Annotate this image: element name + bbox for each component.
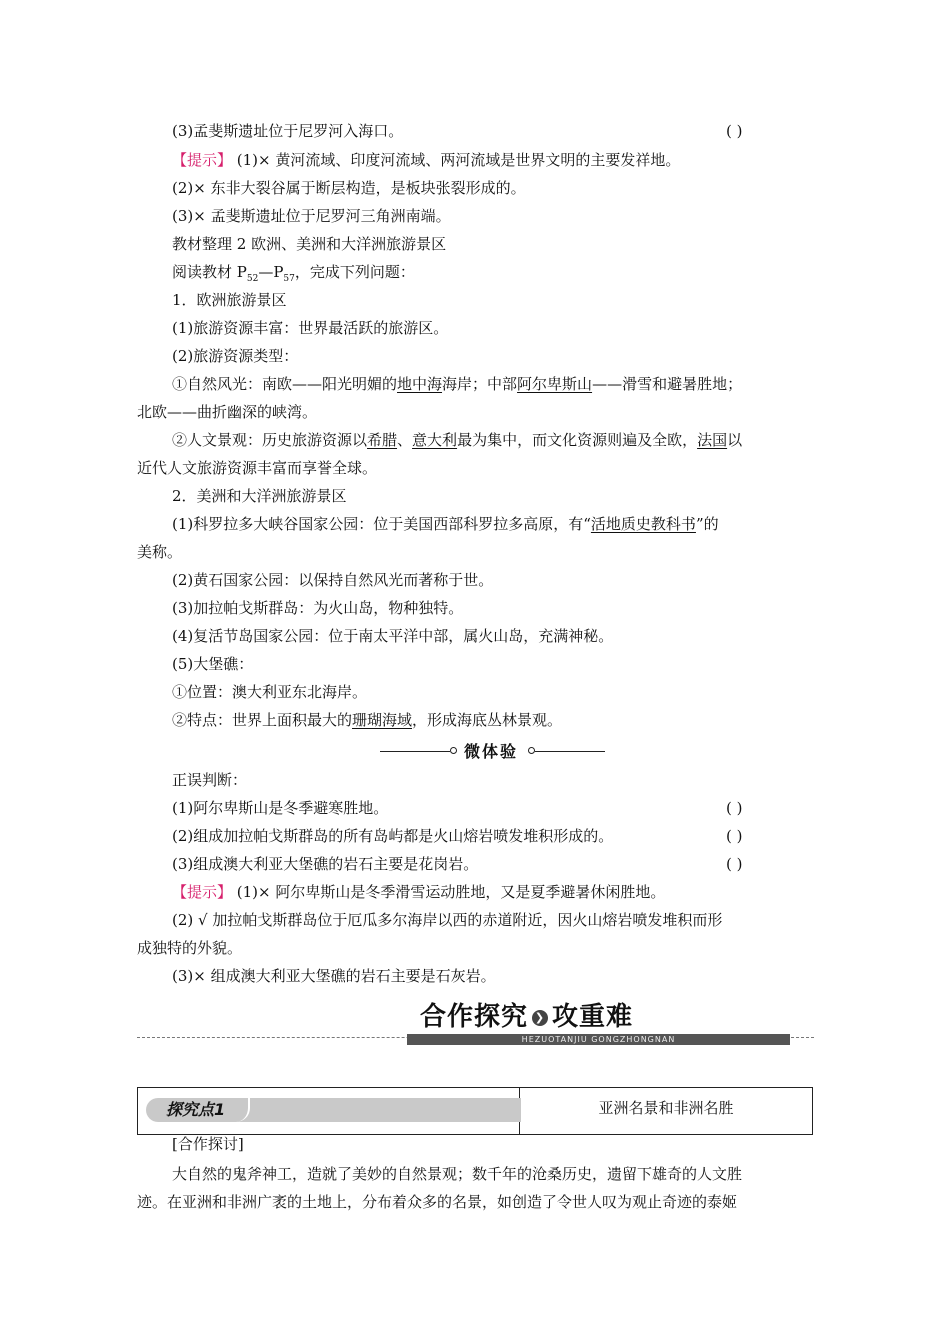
read-post: ，完成下列问题： <box>294 263 415 281</box>
coral-blank: 珊瑚海域 <box>352 711 413 729</box>
hint-label: 【提示】 <box>172 151 233 169</box>
banner-subtitle: HEZUOTANJIU GONGZHONGNAN <box>407 1034 790 1045</box>
human-c: 最为集中，而文化资源则遍及全欧， <box>457 431 698 449</box>
reef-position: ①位置：澳大利亚东北海岸。 <box>172 683 368 701</box>
discuss-p1: 大自然的鬼斧神工，造就了美妙的自然景观；数千年的沧桑历史，遗留下雄奇的人文胜 <box>172 1165 743 1183</box>
micro-experience-divider <box>380 742 605 762</box>
america-p4: (4)复活节岛国家公园：位于南太平洋中部，属火山岛，充满神秘。 <box>172 627 614 645</box>
geology-blank: 活地质史教科书 <box>590 515 696 533</box>
human-b: 、 <box>397 431 413 449</box>
topic-title: 亚洲名景和非洲名胜 <box>598 1099 734 1117</box>
judge-q2: (2)组成加拉帕戈斯群岛的所有岛屿都是火山熔岩喷发堆积形成的。 <box>172 827 614 845</box>
america-p3: (3)加拉帕戈斯群岛：为火山岛，物种独特。 <box>172 599 464 617</box>
human-a: ②人文景观：历史旅游资源以 <box>172 431 368 449</box>
discuss-p2: 迹。在亚洲和非洲广袤的土地上，分布着众多的名景，如创造了令世人叹为观止奇迹的泰姬 <box>137 1193 738 1211</box>
hint2-line-3: (3)× 组成澳大利亚大堡礁的岩石主要是石灰岩。 <box>172 967 496 985</box>
read-sub-1: 52 <box>246 274 259 284</box>
question-3-text: (3)孟斐斯遗址位于尼罗河入海口。 <box>172 122 404 140</box>
answer-paren: ( ) <box>726 827 743 845</box>
chevron-right-icon: ❯ <box>532 1010 548 1026</box>
mediterranean-blank: 地中海 <box>397 375 443 393</box>
divider-line-right <box>535 751 605 752</box>
p5b-b: ，形成海底丛林景观。 <box>412 711 563 729</box>
europe-human-cont: 近代人文旅游资源丰富而享誉全球。 <box>137 459 378 477</box>
greece-blank: 希腊 <box>367 431 398 449</box>
read-dash: —P <box>258 263 284 281</box>
france-blank: 法国 <box>697 431 728 449</box>
europe-title: 1．欧洲旅游景区 <box>172 291 287 309</box>
europe-nature <box>172 374 742 394</box>
nature-c: ——滑雪和避暑胜地； <box>592 375 743 393</box>
banner-title-a: 合作探究 <box>420 1002 529 1032</box>
italy-blank: 意大利 <box>412 431 458 449</box>
answer-paren: ( ) <box>726 122 743 140</box>
hint-label: 【提示】 <box>172 883 233 901</box>
america-p2: (2)黄石国家公园：以保持自然风光而著称于世。 <box>172 571 494 589</box>
judge-title: 正误判断： <box>172 771 248 789</box>
europe-human <box>172 430 742 450</box>
hint-line-1 <box>172 150 680 170</box>
p1b: ”的 <box>695 515 719 533</box>
hint-text: (1)× 阿尔卑斯山是冬季滑雪运动胜地，又是夏季避暑休闲胜地。 <box>232 883 666 901</box>
divider-dot-left <box>450 747 457 754</box>
europe-nature-cont: 北欧——曲折幽深的峡湾。 <box>137 403 318 421</box>
judge-q1: (1)阿尔卑斯山是冬季避寒胜地。 <box>172 799 389 817</box>
read-pre: 阅读教材 P <box>172 263 247 281</box>
topic-tag-cell <box>138 1088 520 1134</box>
hint2-line-2: (2) √ 加拉帕戈斯群岛位于厄瓜多尔海岸以西的赤道附近，因火山熔岩喷发堆积而形 <box>172 911 723 929</box>
reading-instruction <box>172 262 415 289</box>
divider-dot-right <box>528 747 535 754</box>
america-p1-cont: 美称。 <box>137 543 183 561</box>
tag-curve <box>234 1098 250 1122</box>
banner-title-b: 攻重难 <box>552 1002 634 1032</box>
read-sub-2: 57 <box>283 274 295 284</box>
europe-p2: (2)旅游资源类型： <box>172 347 299 365</box>
discuss-title: [合作探讨] <box>172 1135 244 1153</box>
judge-q3: (3)组成澳大利亚大堡礁的岩石主要是花岗岩。 <box>172 855 479 873</box>
hint2-line-2-cont: 成独特的外貌。 <box>137 939 243 957</box>
america-title: 2．美洲和大洋洲旅游景区 <box>172 487 347 505</box>
banner-title <box>420 1000 633 1034</box>
section-heading: 教材整理 2 欧洲、美洲和大洋洲旅游景区 <box>172 235 447 253</box>
topic-table <box>137 1087 813 1135</box>
hint-line-3: (3)× 孟斐斯遗址位于尼罗河三角洲南端。 <box>172 207 451 225</box>
hint-line-2: (2)× 东非大裂谷属于断层构造，是板块张裂形成的。 <box>172 179 526 197</box>
cooperation-banner <box>137 1000 814 1048</box>
p5b-a: ②特点：世界上面积最大的 <box>172 711 353 729</box>
nature-b: 海岸；中部 <box>442 375 518 393</box>
reef-feature <box>172 710 562 730</box>
divider-line-left <box>380 751 450 752</box>
america-p5: (5)大堡礁： <box>172 655 254 673</box>
human-d: 以 <box>727 431 743 449</box>
topic-tag-label: 探究点1 <box>166 1100 226 1119</box>
nature-a: ①自然风光：南欧——阳光明媚的 <box>172 375 398 393</box>
america-p1 <box>172 514 719 534</box>
alps-blank: 阿尔卑斯山 <box>517 375 593 393</box>
p1a: (1)科罗拉多大峡谷国家公园：位于美国西部科罗拉多高原，有“ <box>172 515 591 533</box>
answer-paren: ( ) <box>726 855 743 873</box>
answer-paren: ( ) <box>726 799 743 817</box>
hint2-line-1 <box>172 882 665 902</box>
micro-experience-title: 微体验 <box>464 742 519 761</box>
topic-tag <box>146 1098 521 1122</box>
europe-p1: (1)旅游资源丰富：世界最活跃的旅游区。 <box>172 319 449 337</box>
hint-text: (1)× 黄河流域、印度河流域、两河流域是世界文明的主要发祥地。 <box>232 151 681 169</box>
